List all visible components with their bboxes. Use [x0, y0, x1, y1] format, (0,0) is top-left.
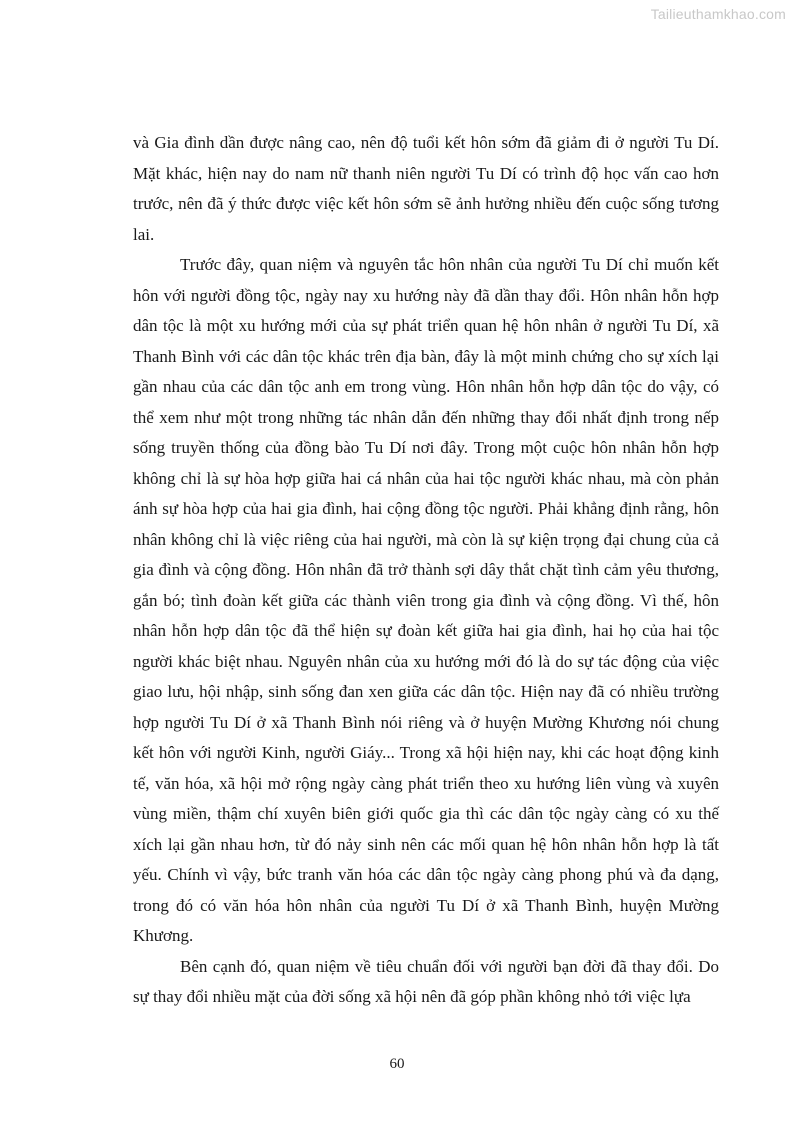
page-number: 60: [389, 1056, 405, 1072]
paragraph-spouse-standards: Bên cạnh đó, quan niệm về tiêu chuẩn đối với người bạn đời đã thay đổi. Do sự thay đổi nhiều mặt của đời sống xã hội nên đã góp phần không nhỏ tới việc lựa: [133, 956, 719, 1006]
document-body: [133, 128, 719, 1013]
watermark-text: Tailieuthamkhao.com: [650, 6, 786, 22]
paragraph-mixed-marriage: Trước đây, quan niệm và nguyên tắc hôn nhân của người Tu Dí chỉ muốn kết hôn với người đồng tộc, ngày nay xu hướng này đã dần thay đổi. Hôn nhân hỗn hợp dân tộc là một xu hướng mới của sự phát triển quan hệ hôn nhân ở người Tu Dí, xã Thanh Bình với các dân tộc khác trên địa bàn, đây là một minh chứng cho sự xích lại gần nhau của các dân tộc anh em trong vùng. Hôn nhân hỗn hợp dân tộc do vậy, có thể xem như một trong những tác nhân dẫn đến những thay đổi nhất định trong nếp sống truyền thống của đồng bào Tu Dí nơi đây. Trong một cuộc hôn nhân hỗn hợp không chỉ là sự hòa hợp giữa hai cá nhân của hai tộc người khác nhau, mà còn phản ánh sự hòa hợp của hai gia đình, hai cộng đồng tộc người. Phải khẳng định rằng, hôn nhân không chỉ là việc riêng của hai người, mà còn là sự kiện trọng đại chung của cả gia đình và cộng đồng. Hôn nhân đã trở thành sợi dây thắt chặt tình cảm yêu thương, gắn bó; tình đoàn kết giữa các thành viên trong gia đình và cộng đồng. Vì thế, hôn nhân hỗn hợp dân tộc đã thể hiện sự đoàn kết giữa hai gia đình, hai họ của hai tộc người khác biệt nhau. Nguyên nhân của xu hướng mới đó là do sự tác động của việc giao lưu, hội nhập, sinh sống đan xen giữa các dân tộc. Hiện nay đã có nhiều trường hợp người Tu Dí ở xã Thanh Bình nói riêng và ở huyện Mường Khương nói chung kết hôn với người Kinh, người Giáy... Trong xã hội hiện nay, khi các hoạt động kinh tế, văn hóa, xã hội mở rộng ngày càng phát triển theo xu hướng liên vùng và xuyên vùng miền, thậm chí xuyên biên giới quốc gia thì các dân tộc ngày càng có xu thế xích lại gần nhau hơn, từ đó nảy sinh nên các mối quan hệ hôn nhân hỗn hợp là tất yếu. Chính vì vậy, bức tranh văn hóa các dân tộc ngày càng phong phú và đa dạng, trong đó có văn hóa hôn nhân của người Tu Dí ở xã Thanh Bình, huyện Mường Khương.: [133, 255, 719, 945]
paragraph-continuation: và Gia đình dần được nâng cao, nên độ tuổi kết hôn sớm đã giảm đi ở người Tu Dí. Mặt khác, hiện nay do nam nữ thanh niên người Tu Dí có trình độ học vấn cao hơn trước, nên đã ý thức được việc kết hôn sớm sẽ ảnh hưởng nhiều đến cuộc sống tương lai.: [133, 133, 719, 244]
